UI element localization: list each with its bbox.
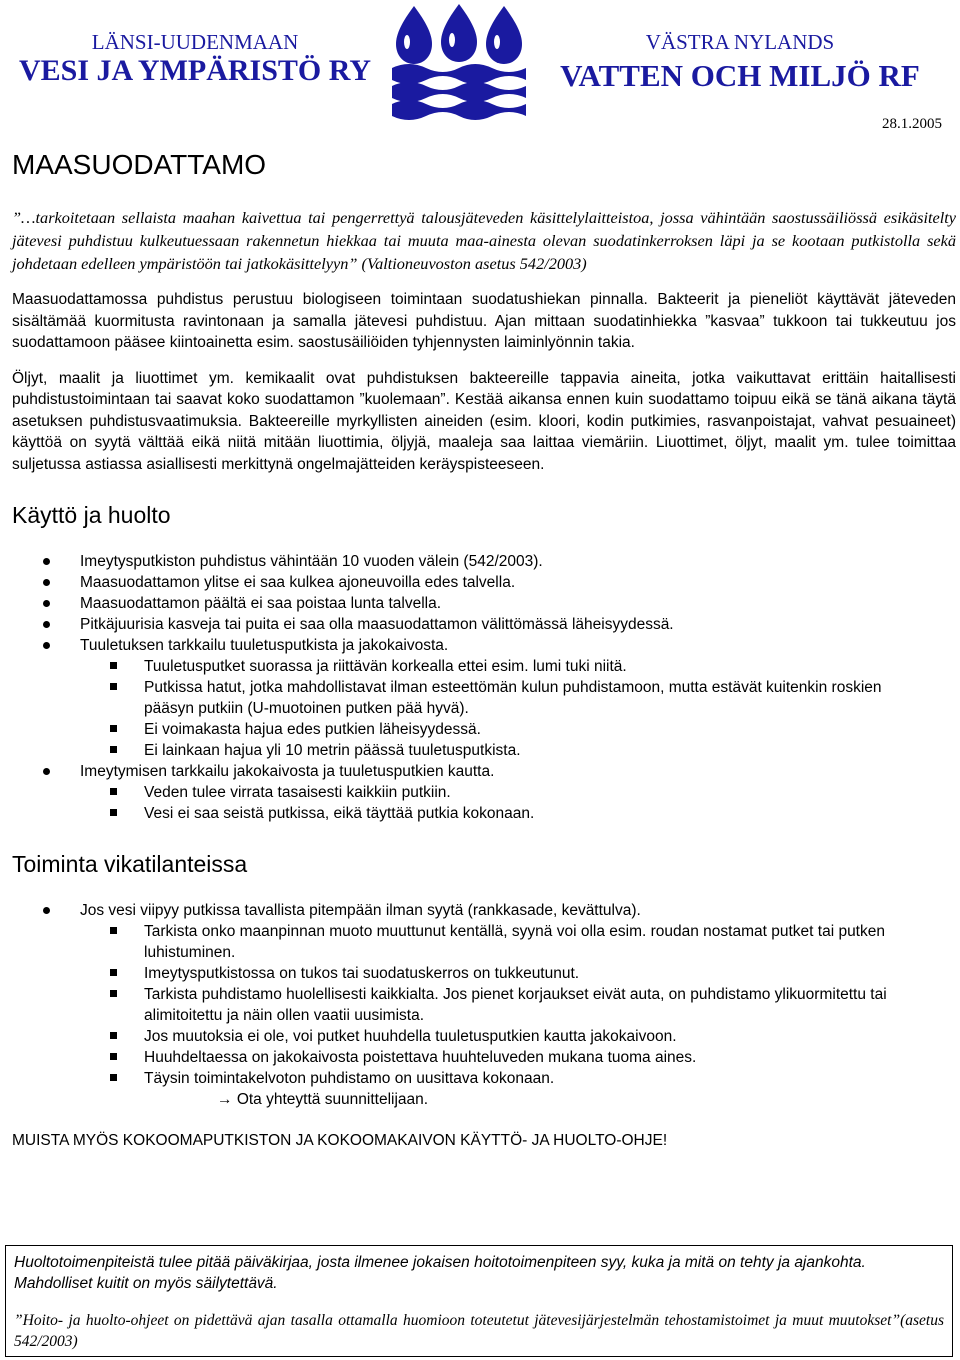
logbook-note: Huoltotoimenpiteistä tulee pitää päiväkirjaa, josta ilmenee jokaisen hoitotoimenpiteen syy, kuka ja mitä on tehty ja ajankohta. Mahdolliset kuitit on myös säilytettävä. <box>14 1254 866 1292</box>
intro-paragraph-1: Maasuodattamossa puhdistus perustuu biologiseen toimintaan suodatushiekan pinnalla. Bakteerit ja pieneliöt käyttävät jäteveden sisältämää kuormitusta ravintonaan ja samalla jätevesi puhdistuu. Ajan mittaan suodatinhiekka ”kasvaa” tukkoon tai tukkeutuu jos suodattamoon pääsee kiintoainetta esim. saostusäiliöiden tyhjennysten laiminlyönnin takia. <box>12 291 956 351</box>
list-item: Jos vesi viipyy putkissa tavallista pitempään ilman syytä (rankkasade, kevättulva). <box>12 900 956 921</box>
faults-sublist <box>12 921 956 1089</box>
org-name-swedish-region: VÄSTRA NYLANDS <box>645 30 835 54</box>
page-title: MAASUODATTAMO <box>12 149 267 180</box>
reminder-text: MUISTA MYÖS KOKOOMAPUTKISTON JA KOKOOMAKAIVON KÄYTTÖ- JA HUOLTO-OHJE! <box>12 1132 668 1149</box>
sublist-item: Tarkista onko maanpinnan muoto muuttunut kentällä, syynä voi olla esim. roudan nostamat putket tai putken luhistuminen. <box>12 921 956 963</box>
list-item: Maasuodattamon päältä ei saa poistaa lunta talvella. <box>12 593 956 614</box>
list-item: Maasuodattamon ylitse ei saa kulkea ajoneuvoilla edes talvella. <box>12 572 956 593</box>
sublist-item: Veden tulee virrata tasaisesti kaikkiin putkiin. <box>12 782 956 803</box>
document-body <box>12 206 956 1151</box>
document-date: 28.1.2005 <box>882 116 942 132</box>
list-item: Pitkäjuurisia kasveja tai puita ei saa olla maasuodattamon välittömässä läheisyydessä. <box>12 614 956 635</box>
header-right <box>540 30 940 94</box>
sublist-item: Putkissa hatut, jotka mahdollistavat ilman esteettömän kulun puhdistamoon, mutta estävät kuitenkin roskien pääsyn putkiin (U-muotoinen putken pää hyvä). <box>12 677 956 719</box>
maintenance-list-continued <box>12 761 956 782</box>
ventilation-sublist <box>12 656 956 761</box>
section-heading-faults: Toiminta vikatilanteissa <box>12 851 248 877</box>
faults-list <box>12 900 956 921</box>
contact-designer-line <box>12 1089 956 1110</box>
regulation-quote: ”Hoito- ja huolto-ohjeet on pidettävä ajan tasalla ottamalla huomioon toteutetut jätevesijärjestelmän tehostamistoimet ja muut muutokset”(asetus 542/2003) <box>14 1312 944 1350</box>
sublist-item: Huuhdeltaessa on jakokaivosta poistettava huuhteluveden mukana tuoma aines. <box>12 1047 956 1068</box>
sublist-item: Vesi ei saa seistä putkissa, eikä täyttää putkia kokonaan. <box>12 803 956 824</box>
list-item: Imeytymisen tarkkailu jakokaivosta ja tuuletusputkien kautta. <box>12 761 956 782</box>
definition-quote: ”…tarkoitetaan sellaista maahan kaivettua tai pengerrettyä talousjäteveden käsittelylaitteistoa, jossa vähintään saostussäiliössä esikäsitelty jätevesi puhdistuu kulkeutuessaan rakennetun hiekkaa tai muuta maa-ainesta olevan suodatinkerroksen läpi ja se kootaan putkistolla sekä johdetaan edelleen ympäristöön tai jatkokäsittelyyn” (Valtioneuvoston asetus 542/2003) <box>12 208 956 273</box>
section-heading-maintenance: Käyttö ja huolto <box>12 502 171 528</box>
sublist-item: Ei lainkaan hajua yli 10 metrin päässä tuuletusputkista. <box>12 740 956 761</box>
arrow-right-icon: → <box>217 1091 233 1108</box>
water-drops-logo-icon <box>392 4 526 122</box>
org-name-finnish: VESI JA YMPÄRISTÖ RY <box>18 54 372 87</box>
list-item: Tuuletuksen tarkkailu tuuletusputkista ja jakokaivosta. <box>12 635 956 656</box>
sublist-item: Täysin toimintakelvoton puhdistamo on uusittava kokonaan. <box>12 1068 956 1089</box>
sublist-item: Tuuletusputket suorassa ja riittävän korkealla ettei esim. lumi tuki niitä. <box>12 656 956 677</box>
absorption-sublist <box>12 782 956 824</box>
header-left <box>10 30 380 88</box>
sublist-item: Tarkista puhdistamo huolellisesti kaikkialta. Jos pienet korjaukset eivät auta, on puhdistamo ylikuormitettu tai alimitoitettu ja näin ollen vaatii uusimista. <box>12 984 956 1026</box>
org-name-finnish-region: LÄNSI-UUDENMAAN <box>91 30 299 54</box>
maintenance-list <box>12 551 956 656</box>
logbook-note-box <box>5 1245 953 1357</box>
sublist-item: Ei voimakasta hajua edes putkien läheisyydessä. <box>12 719 956 740</box>
list-item: Imeytysputkiston puhdistus vähintään 10 vuoden välein (542/2003). <box>12 551 956 572</box>
contact-designer-text: Ota yhteyttä suunnittelijaan. <box>236 1091 429 1108</box>
intro-paragraph-2: Öljyt, maalit ja liuottimet ym. kemikaalit ovat puhdistuksen bakteereille tappavia aineita, jotka vaikuttavat erittäin haitallisesti puhdistustoimintaan tai saavat koko suodattamon ”kuolemaan”. Kestää aikansa ennen kuin suodattamo toipuu eikä se tänä aikana täytä asetuksen puhdistusvaatimuksia. Bakteereille myrkyllisten aineiden (esim. kloori, kodin putkimies, rasvanpoistajat, vahvat pesuaineet) käyttöä on syytä välttää eikä niitä mitään liuottimia, öljyjä, maaleja saa laittaa viemäriin. Liuottimet, öljyt, maalit ym. tulee toimittaa suljetussa astiassa asiallisesti merkittynä ongelmajätteiden keräyspisteeseen. <box>12 369 956 473</box>
sublist-item: Imeytysputkistossa on tukos tai suodatuskerros on tukkeutunut. <box>12 963 956 984</box>
sublist-item: Jos muutoksia ei ole, voi putket huuhdella tuuletusputkien kautta jakokaivoon. <box>12 1026 956 1047</box>
org-name-swedish: VATTEN OCH MILJÖ RF <box>560 58 920 93</box>
